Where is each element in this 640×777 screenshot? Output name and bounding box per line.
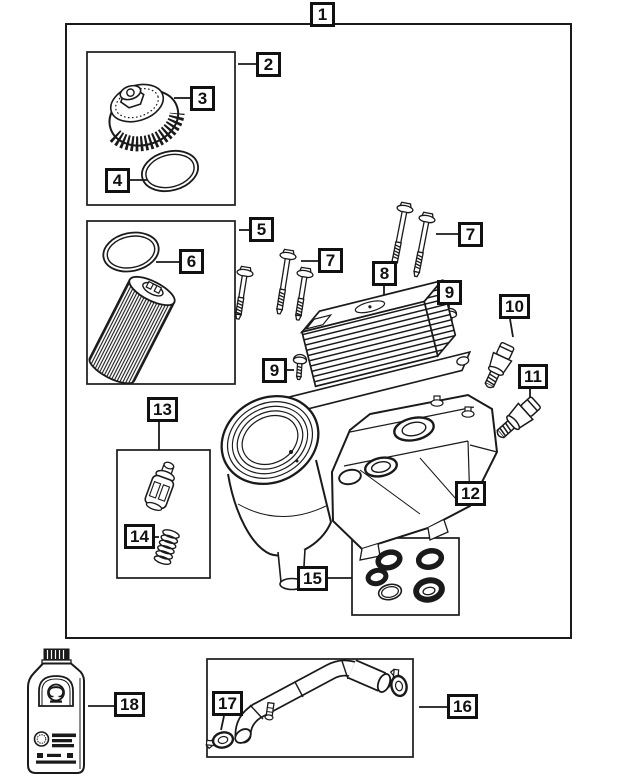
callout-9-left[interactable]: 9 — [262, 358, 287, 383]
callout-4[interactable]: 4 — [105, 168, 130, 193]
oil-bottle-art — [28, 649, 84, 773]
pressure-sensor-art — [491, 394, 543, 444]
callout-17[interactable]: 17 — [212, 691, 243, 716]
callout-8[interactable]: 8 — [372, 261, 397, 286]
callout-14[interactable]: 14 — [124, 524, 155, 549]
hose-clamp-right-art — [388, 667, 408, 697]
callout-7-right[interactable]: 7 — [458, 222, 483, 247]
callout-15[interactable]: 15 — [297, 566, 328, 591]
callout-16[interactable]: 16 — [447, 694, 478, 719]
callout-3[interactable]: 3 — [190, 86, 215, 111]
temperature-sensor-art — [479, 341, 517, 392]
seal-kit-contents-art — [367, 548, 444, 602]
filter-oring-art — [100, 228, 163, 277]
callout-7-left[interactable]: 7 — [318, 248, 343, 273]
hose-clamp-left-art — [204, 731, 234, 751]
oil-filter-element-art — [86, 271, 179, 389]
callout-6[interactable]: 6 — [179, 249, 204, 274]
callout-5[interactable]: 5 — [249, 217, 274, 242]
callout-2[interactable]: 2 — [256, 52, 281, 77]
callout-12[interactable]: 12 — [455, 481, 486, 506]
cap-oring-art — [138, 145, 203, 197]
callout-9-right[interactable]: 9 — [437, 280, 462, 305]
callout-10[interactable]: 10 — [499, 294, 530, 319]
callout-13[interactable]: 13 — [147, 397, 178, 422]
callout-1[interactable]: 1 — [310, 2, 335, 27]
valve-spring-art — [153, 528, 180, 566]
oil-filter-cap-art — [100, 74, 186, 154]
callout-11[interactable]: 11 — [518, 364, 548, 389]
bypass-valve-art — [143, 459, 181, 513]
callout-18[interactable]: 18 — [114, 692, 145, 717]
